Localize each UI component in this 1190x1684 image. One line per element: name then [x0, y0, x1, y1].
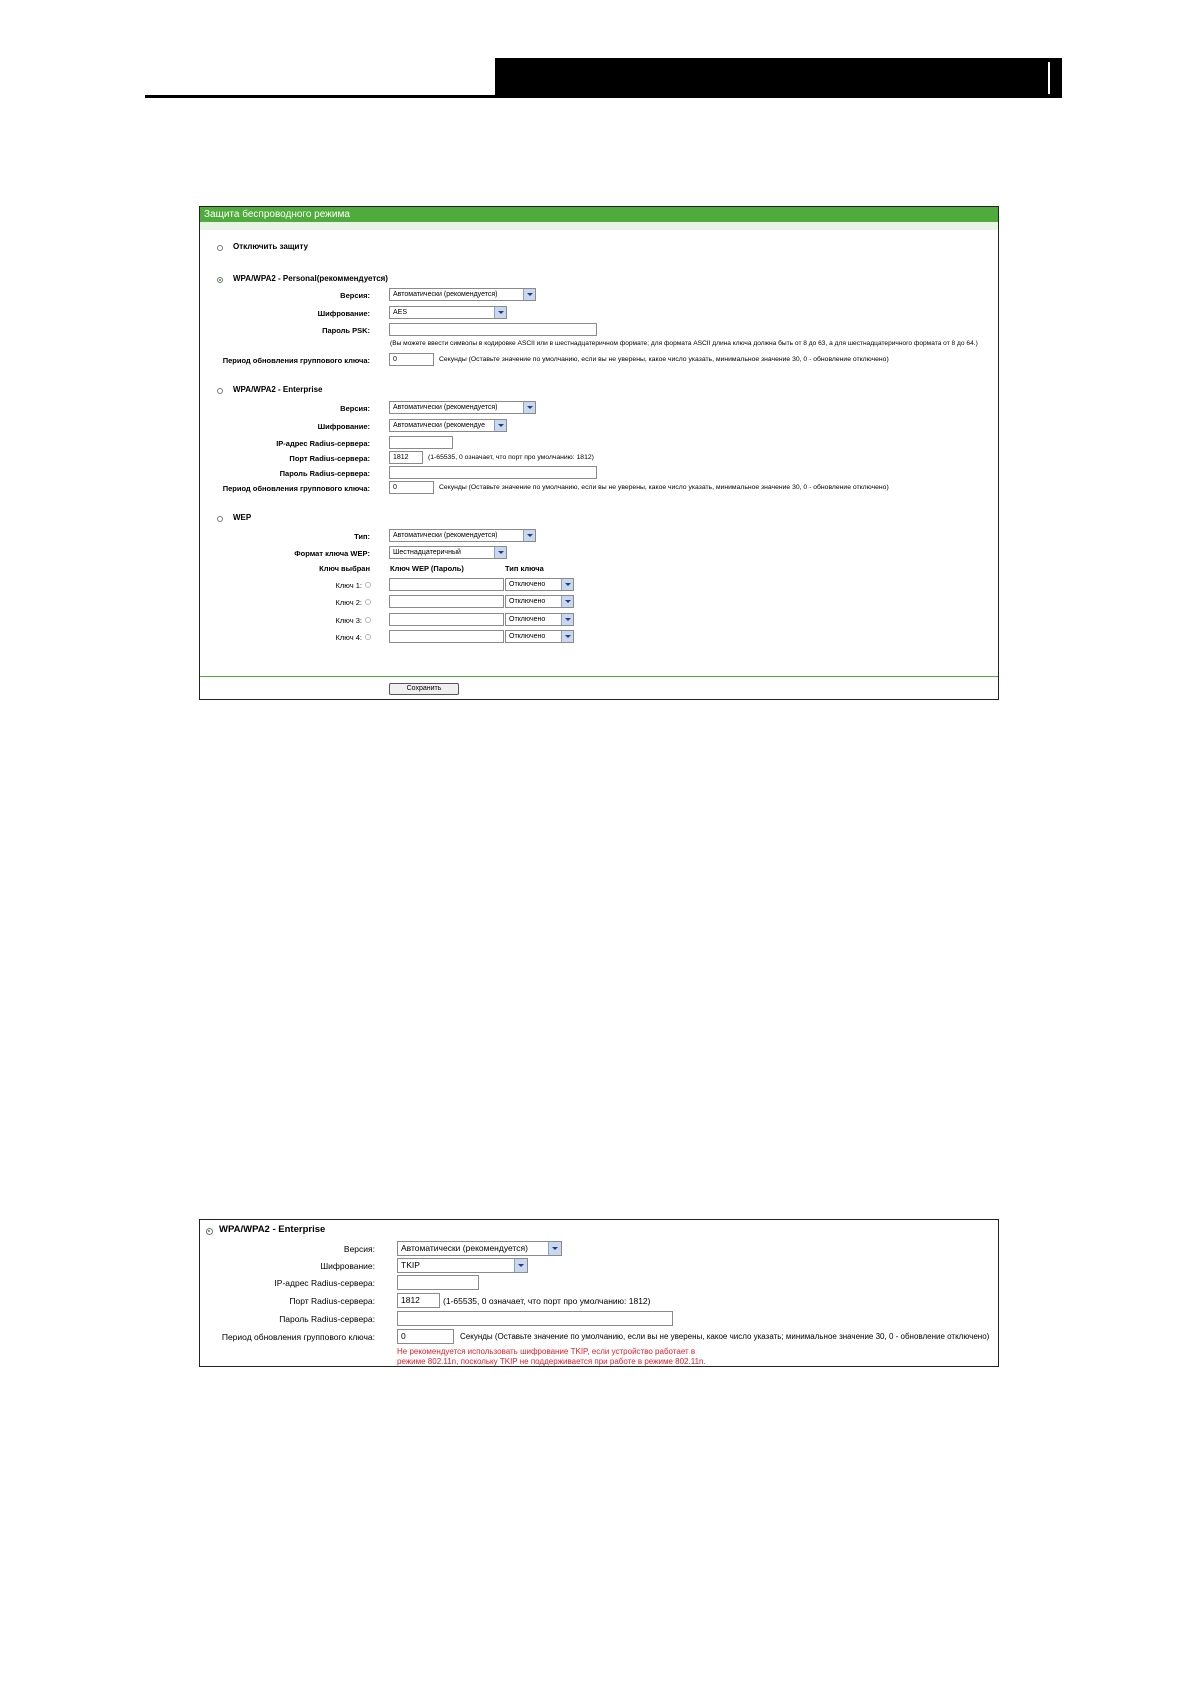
wep-key-2-radio[interactable] — [365, 599, 371, 605]
wep-key-3-label: Ключ 3: — [335, 616, 362, 625]
p2-radius-port-input[interactable]: 1812 — [397, 1293, 440, 1308]
personal-group-key-hint: Секунды (Оставьте значение по умолчанию, если вы не уверены, какое число указать, минимальное значение 30, 0 - обновление отключено) — [439, 356, 889, 363]
chevron-down-icon — [561, 631, 573, 642]
wpa-enterprise-tkip-panel — [199, 1219, 999, 1367]
wep-col-type: Тип ключа — [505, 564, 544, 573]
personal-encryption-label: Шифрование: — [317, 309, 370, 318]
enterprise-encryption-label: Шифрование: — [317, 422, 370, 431]
p2-radius-port-label: Порт Radius-сервера: — [289, 1296, 375, 1306]
wep-col-key: Ключ WEP (Пароль) — [390, 564, 464, 573]
enterprise-group-key-label: Период обновления группового ключа: — [222, 484, 370, 493]
personal-version-value: Автоматически (рекомендуется) — [393, 291, 498, 298]
p2-encryption-value: TKIP — [401, 1260, 420, 1270]
wep-key-4-radio[interactable] — [365, 634, 371, 640]
enterprise-group-key-input[interactable]: 0 — [389, 481, 434, 494]
wpa-personal-label: WPA/WPA2 - Personal(рекоммендуется) — [233, 274, 388, 283]
personal-group-key-input[interactable]: 0 — [389, 353, 434, 366]
radius-port-label: Порт Radius-сервера: — [289, 454, 370, 463]
personal-version-select[interactable] — [389, 288, 536, 301]
psk-password-input[interactable] — [389, 323, 597, 336]
radius-password-input[interactable] — [389, 466, 597, 479]
wep-key-2-input[interactable] — [389, 595, 504, 608]
page-header-bar — [495, 58, 1062, 98]
p2-radius-ip-input[interactable] — [397, 1275, 479, 1290]
save-button[interactable]: Сохранить — [389, 683, 459, 695]
title-shade — [200, 222, 998, 230]
chevron-down-icon — [548, 1242, 561, 1255]
personal-group-key-label: Период обновления группового ключа: — [222, 356, 370, 365]
wep-key-1-input[interactable] — [389, 578, 504, 591]
radio-wpa-personal[interactable] — [217, 277, 223, 283]
p2-group-key-hint: Секунды (Оставьте значение по умолчанию, если вы не уверены, какое число указать; минимальное значение 30, 0 - обновление отключено) — [460, 1332, 990, 1341]
wep-key-4-label: Ключ 4: — [335, 633, 362, 642]
wep-label: WEP — [233, 513, 252, 522]
chevron-down-icon — [561, 614, 573, 625]
enterprise-group-key-hint: Секунды (Оставьте значение по умолчанию, если вы не уверены, какое число указать, минимальное значение 30, 0 - обновление отключено) — [439, 484, 889, 491]
wireless-security-panel — [199, 206, 999, 700]
wep-key-2-type-value: Отключено — [509, 598, 546, 605]
page-header-divider — [1048, 62, 1050, 94]
p2-radius-ip-label: IP-адрес Radius-сервера: — [274, 1278, 375, 1288]
personal-encryption-select[interactable] — [389, 306, 507, 319]
chevron-down-icon — [494, 307, 506, 318]
p2-group-key-label: Период обновления группового ключа: — [221, 1332, 375, 1342]
personal-version-label: Версия: — [340, 291, 370, 300]
wep-key-3-type-value: Отключено — [509, 616, 546, 623]
wep-key-3-type-select[interactable] — [505, 613, 574, 626]
wep-format-label: Формат ключа WEP: — [294, 549, 370, 558]
p2-version-select[interactable] — [397, 1241, 562, 1256]
wep-format-select[interactable] — [389, 546, 507, 559]
radius-ip-label: IP-адрес Radius-сервера: — [276, 439, 370, 448]
p2-version-label: Версия: — [343, 1244, 375, 1254]
p2-radius-password-label: Пароль Radius-сервера: — [279, 1314, 375, 1324]
panel-title: Защита беспроводного режима — [200, 207, 998, 222]
radius-port-input[interactable]: 1812 — [389, 451, 423, 464]
wep-key-4-input[interactable] — [389, 630, 504, 643]
radio-wep[interactable] — [217, 516, 223, 522]
p2-encryption-select[interactable] — [397, 1258, 528, 1273]
radius-ip-input[interactable] — [389, 436, 453, 449]
p2-version-value: Автоматически (рекомендуется) — [401, 1243, 528, 1253]
wep-format-value: Шестнадцатеричный — [393, 549, 461, 556]
wpa-enterprise-label: WPA/WPA2 - Enterprise — [233, 385, 323, 394]
wep-key-3-input[interactable] — [389, 613, 504, 626]
p2-encryption-label: Шифрование: — [320, 1261, 375, 1271]
tkip-warning-line1: Не рекомендуется использовать шифрование TKIP, если устройство работает в — [397, 1347, 696, 1356]
panel-separator — [200, 676, 998, 677]
chevron-down-icon — [561, 579, 573, 590]
psk-label: Пароль PSK: — [322, 326, 370, 335]
wep-key-4-type-value: Отключено — [509, 633, 546, 640]
chevron-down-icon — [561, 596, 573, 607]
enterprise-version-value: Автоматически (рекомендуется) — [393, 404, 498, 411]
radius-password-label: Пароль Radius-сервера: — [279, 469, 370, 478]
chevron-down-icon — [523, 289, 535, 300]
wep-type-label: Тип: — [354, 532, 370, 541]
chevron-down-icon — [514, 1259, 527, 1272]
chevron-down-icon — [494, 420, 506, 431]
wep-key-1-label: Ключ 1: — [335, 581, 362, 590]
enterprise-encryption-select[interactable] — [389, 419, 507, 432]
radio-wpa-enterprise-selected[interactable] — [206, 1228, 213, 1235]
page-header-line — [145, 95, 1062, 98]
p2-radius-port-hint: (1-65535, 0 означает, что порт про умолчанию: 1812) — [443, 1296, 651, 1306]
psk-hint: (Вы можете ввести символы в кодировке ASCII или в шестнадцатеричном формате; для формата ASCII длина ключа должна быть от 8 до 63, а для шестнадцатеричного формата от 8 до 64.) — [390, 340, 978, 347]
tkip-warning-line2: режиме 802.11n, поскольку TKIP не поддерживается при работе в режиме 802.11n. — [397, 1357, 706, 1366]
wep-key-2-type-select[interactable] — [505, 595, 574, 608]
wep-type-select[interactable] — [389, 529, 536, 542]
wep-col-selected: Ключ выбран — [319, 564, 370, 573]
enterprise-version-label: Версия: — [340, 404, 370, 413]
wep-type-value: Автоматически (рекомендуется) — [393, 532, 498, 539]
enterprise-title: WPA/WPA2 - Enterprise — [219, 1224, 326, 1235]
wep-key-1-type-value: Отключено — [509, 581, 546, 588]
wep-key-4-type-select[interactable] — [505, 630, 574, 643]
p2-radius-password-input[interactable] — [397, 1311, 673, 1326]
chevron-down-icon — [523, 530, 535, 541]
radius-port-hint: (1-65535, 0 означает, что порт про умолчанию: 1812) — [428, 454, 594, 461]
wep-key-1-radio[interactable] — [365, 582, 371, 588]
disable-security-label: Отключить защиту — [233, 242, 309, 251]
radio-disable-security[interactable] — [217, 245, 223, 251]
chevron-down-icon — [523, 402, 535, 413]
personal-encryption-value: AES — [393, 309, 408, 316]
p2-group-key-input[interactable]: 0 — [397, 1329, 454, 1344]
wep-key-1-type-select[interactable] — [505, 578, 574, 591]
wep-key-3-radio[interactable] — [365, 617, 371, 623]
enterprise-encryption-value: Автоматически (рекомендуе — [393, 422, 486, 429]
chevron-down-icon — [494, 547, 506, 558]
wep-key-2-label: Ключ 2: — [335, 598, 362, 607]
radio-wpa-enterprise[interactable] — [217, 388, 223, 394]
enterprise-version-select[interactable] — [389, 401, 536, 414]
